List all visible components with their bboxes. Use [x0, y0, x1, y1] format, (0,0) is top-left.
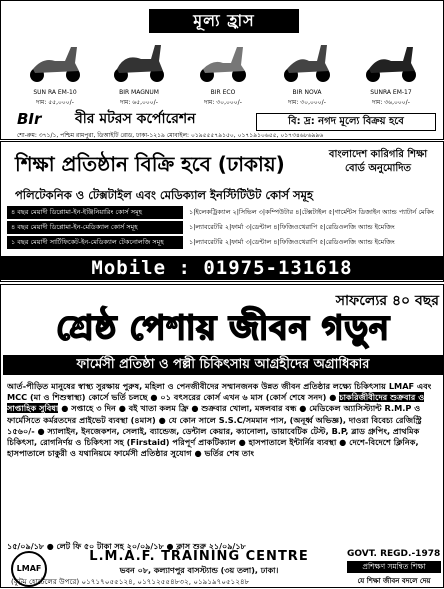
price-drop-header: মূল্য হ্রাস: [149, 9, 299, 33]
mobile-number: Mobile : 01975-131618: [1, 256, 443, 280]
lmaf-training-ad: [0, 284, 444, 588]
course-row: [7, 221, 439, 234]
sale-title: শিক্ষা প্রতিষ্ঠান বিক্রি হবে (ঢাকায়): [15, 152, 285, 176]
success-years: সাফল্যের ৪০ বছর: [335, 293, 439, 309]
course-details: [7, 381, 439, 539]
scooter-price: দাম: ৩০,০০০/-: [204, 99, 242, 106]
centre-phone: (কুটুম হোটেলের উপরে) ০১৭১৭০৫৫১২৪, ০১৭১২৫৫৪৮৩২, ০১৯১৯৭০৫১২৪৮: [11, 577, 250, 586]
showroom-address: শো-রুম: ৩৭১/১, পশ্চিম রামপুরা, ডিআইটি রোড, ঢাকা-১২১৯ মোবাইল: ০১৯৫৫৫৭৯১৫০, ০১৭১৯১০৬৫৫, ০১৭৩৪৬৮৬৯৯৬: [17, 132, 324, 139]
scooter-model: BIR MAGNUM: [119, 89, 159, 96]
scooter-item: [19, 35, 91, 107]
course-options: ১|ল্যাবরেটরি ২|ফার্মা ৩|ডেন্টাল ৪|ফিজিওথেরাপি ৫|রেডিওলজি অ্যান্ড ইমেজিং: [189, 223, 395, 231]
scooter-model: BIR NOVA: [292, 89, 322, 96]
scooter-item: [103, 35, 175, 107]
priority-banner: ফার্মেসী প্রতিষ্ঠা ও পল্লী চিকিৎসায় আগ্রহীদের অগ্রাধিকার: [3, 355, 443, 375]
bir-logo: BIr: [17, 110, 42, 128]
course-options: ১|ল্যাবরেটরি ২|ফার্মা ৩|ডেন্টাল ৪|ফিজিওথেরাপি ৫|রেডিওলজি অ্যান্ড ইমেজিং: [189, 238, 395, 246]
govt-registration: GOVT. REGD.-1978: [347, 549, 441, 559]
centre-address: ভবন ০৮, কল্যাণপুর বাসস্ট্যান্ড (৩য় তলা), ঢাকা।: [119, 566, 279, 575]
scooter-item: [355, 35, 427, 107]
scooter-item: [271, 35, 343, 107]
scooter-item: [187, 35, 259, 107]
course-options: ১|ইলেকট্রিক্যাল ২|সিভিল ৩|কম্পিউটার ৪|টেক্সটাইল ৫|গার্মেন্টস ডিজাইন অ্যান্ড প্যাটার্ন মেকিং: [189, 208, 434, 216]
scooter-icon: [363, 39, 419, 85]
scooter-price: দাম: ৩৬,০০০/-: [372, 99, 410, 106]
institute-sale-ad: [0, 141, 444, 282]
company-name: বীর মটরস কর্পোরেশন: [75, 111, 196, 127]
centre-name: L.M.A.F. TRAINING CENTRE: [89, 549, 309, 564]
headline: শ্রেষ্ঠ পেশায় জীবন গড়ুন: [56, 308, 390, 347]
course-label: ৪ বছর মেয়াদী ডিপ্লোমা-ইন-ইঞ্জিনিয়ারিং কোর্স সমূহ: [7, 206, 183, 219]
scooter-icon: [279, 39, 335, 85]
course-label: ১ বছর মেয়াদী সার্টিফিকেট-ইন-মেডিক্যাল টেকনোলজি সমূহ: [7, 236, 183, 249]
scooter-model: SUNRA EM-17: [370, 89, 412, 96]
scooter-icon: [195, 39, 251, 85]
govt-tagline: প্রশিক্ষণ সমন্বিত শিক্ষা: [347, 561, 441, 573]
details-text: ● সপ্তাহে ৩ দিন ● বই খাতা কলম ফ্রি ● শুক্রবার খোলা, মঙ্গলবার বন্ধ ● মেডিকেল অ্যাসিস্ট্যান্ট R.M.P ও ফার্মেসিতে কর্মরতদের প্রাইভেট ব্যবস্থা (৪মাস) ● যে কোন সালে S.S.C/সমমান পাস, (অনূর্ধ্ব অভিজ্ঞ), দাওরা বিবেচ্য রেজিস্ট্রি ১৫৬০/- ● স্যালাইন, ইনজেকশন, সেলাই, ব্যান্ডেজ, ডেন্টাল কেয়ার, ক্যানোলা, ডায়াবেটিক টেস্ট, B.P, ব্লাড গ্রুপিং, প্রাথমিক চিকিৎসা, রোগনির্ণয় ও চিকিৎসা সহ (Firstaid) পরিপূর্ণ প্রাকটিক্যাল ● হাসপাতালে ইন্টার্নির ব্যবস্থা ● দেশে-বিদেশে ক্লিনিক, হাসপাতালে চাকুরী ও যথানিয়মে ফার্মেসী প্রতিষ্ঠার সুযোগ ● ভর্তির শেষ তাং: [7, 403, 422, 459]
scooter-gallery: [19, 35, 435, 107]
scooter-model: BIR ECO: [210, 89, 236, 96]
scooter-price: দাম: ৬৫,০০০/-: [120, 99, 158, 106]
details-highlight: চাকরিজীবীদের শুক্রবার ও সাপ্তাহিক সুবিধা: [7, 392, 425, 414]
scooter-price: দাম: ৫৫,০০০/-: [36, 99, 74, 106]
govt-note: যে শিক্ষা জীবন বদলে দেয়: [357, 577, 431, 585]
bir-motors-ad: [0, 0, 444, 140]
course-label: ৪ বছর মেয়াদী ডিপ্লোমা-ইন-মেডিক্যাল কোর্স সমূহ: [7, 221, 183, 234]
course-subtitle: পলিটেকনিক ও টেক্সটাইল এবং মেডিক্যাল ইনস্টিটিউট কোর্স সমূহ: [15, 188, 314, 202]
admission-dates: ১৫/০৯/১৮ ● লেট ফি ৫০ টাকা সহ ২০/০৯/১৮ ● ক্লাস শুরু ২১/০৯/১৮: [7, 542, 246, 551]
details-text: আর্ত-পীড়িত মানুষের স্বাস্থ্য সুরক্ষায় পুরুষ, মহিলা ও পেনজীবীদের সম্মানজনক উন্নত জীবন প্রতিষ্ঠার লক্ষ্যে চিকিৎসায় LMAF এবং MCC (মা ও শিশুস্বাস্থ্য) কোর্সে ভর্তি চলছে ● ০১ বৎসরের কোর্স এখন ৬ মাস (কোর্স শেষে সনদ) ●: [7, 381, 432, 403]
scooter-model: SUN RA EM-10: [33, 89, 77, 96]
lmaf-logo: LMAF: [11, 551, 47, 587]
board-approval: বাংলাদেশ কারিগরি শিক্ষা বোর্ড অনুমোদিত: [328, 149, 428, 174]
cash-note: বি: দ্র: নগদ মূল্যে বিক্রয় হবে: [256, 113, 436, 131]
scooter-icon: [111, 39, 167, 85]
scooter-price: দাম: ৩০,০০০/-: [288, 99, 326, 106]
scooter-icon: [27, 39, 83, 85]
course-row: [7, 236, 439, 249]
course-row: [7, 206, 439, 219]
